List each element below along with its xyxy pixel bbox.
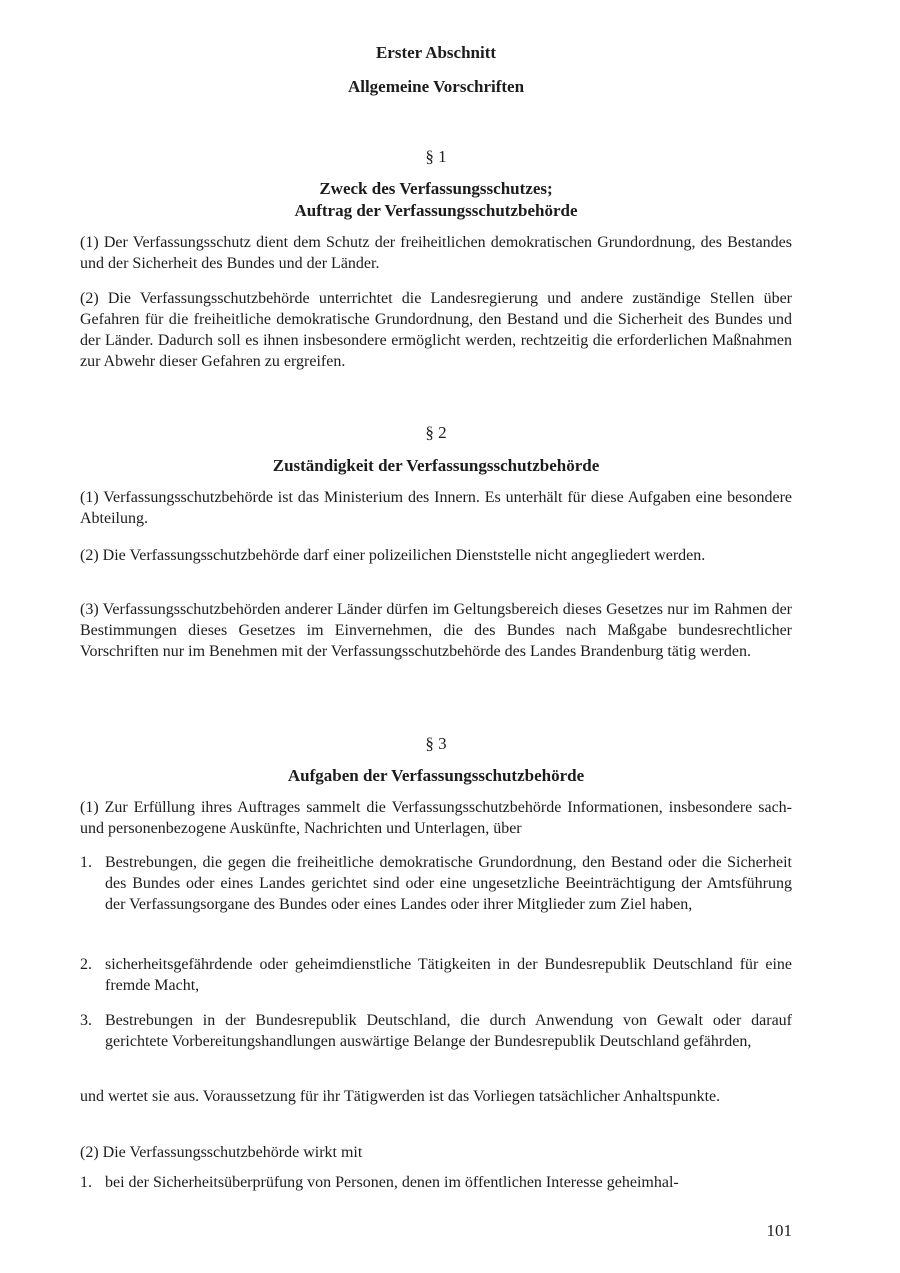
paragraph-2-sign: § 2 — [425, 423, 447, 442]
list-item-number: 1. — [80, 854, 92, 871]
paragraph-1-heading-line2: Auftrag der Verfassungsschutzbehörde — [294, 201, 578, 220]
document-page — [80, 0, 792, 1273]
list-item-text: Bestrebungen in der Bundesrepublik Deutschland, die durch Anwendung von Gewalt oder darauf gerichtete Vorbereitungshandlungen auswärtige Belange der Bundesrepublik Deutschland gefährden, — [105, 1012, 792, 1050]
paragraph-2-absatz-2: (2) Die Verfassungsschutzbehörde darf einer polizeilichen Dienststelle nicht angegliedert werden. — [80, 547, 706, 564]
paragraph-3-absatz-2-intro: (2) Die Verfassungsschutzbehörde wirkt mit — [80, 1144, 363, 1161]
list-item-text: Bestrebungen, die gegen die freiheitliche demokratische Grundordnung, den Bestand oder die Sicherheit des Bundes oder eines Landes gerichtet sind oder eine ungesetzliche Beeinträchtigung der Amtsführung der Verfassungsorgane des Bundes oder eines Landes oder ihrer Mitglieder zum Ziel haben, — [105, 854, 792, 913]
paragraph-2-absatz-1: (1) Verfassungsschutzbehörde ist das Ministerium des Innern. Es unterhält für diese Aufgaben eine besondere Abteilung. — [80, 489, 792, 527]
list-item-number: 2. — [80, 956, 92, 973]
list-item — [80, 1172, 792, 1193]
paragraph-1-sign: § 1 — [425, 147, 447, 166]
paragraph-2-absatz-3: (3) Verfassungsschutzbehörden anderer Länder dürfen im Geltungsbereich dieses Gesetzes nur im Rahmen der Bestimmungen dieses Gesetzes im Einvernehmen, die des Bundes nach Maßgabe bundesrechtlicher Vorschriften nur im Benehmen mit der Verfassungsschutzbehörde des Landes Brandenburg tätig werden. — [80, 601, 792, 660]
section-title: Erster Abschnitt — [375, 43, 497, 62]
list-item-number: 1. — [80, 1174, 92, 1191]
paragraph-1-absatz-1: (1) Der Verfassungsschutz dient dem Schutz der freiheitlichen demokratischen Grundordnung, des Bestandes und der Sicherheit des Bundes und der Länder. — [80, 234, 792, 272]
list-item — [80, 852, 792, 915]
paragraph-3-sign: § 3 — [425, 734, 447, 753]
list-item — [80, 1010, 792, 1052]
paragraph-1-heading-line1: Zweck des Verfassungsschutzes; — [319, 179, 553, 198]
page-number: 101 — [766, 1221, 792, 1240]
paragraph-1-absatz-2: (2) Die Verfassungsschutzbehörde unterrichtet die Landesregierung und andere zuständige Stellen über Gefahren für die freiheitliche demokratische Grundordnung, den Bestand und die Sicherheit des Bundes und der Länder. Dadurch soll es ihnen insbesondere ermöglicht werden, rechtzeitig die erforderlichen Maßnahmen zur Abwehr dieser Gefahren zu ergreifen. — [80, 290, 792, 370]
list-item-text: sicherheitsgefährdende oder geheimdienstliche Tätigkeiten in der Bundesrepublik Deutschland für eine fremde Macht, — [105, 956, 792, 994]
paragraph-2-heading: Zuständigkeit der Verfassungsschutzbehörde — [272, 456, 600, 475]
list-item-number: 3. — [80, 1012, 92, 1029]
paragraph-3-absatz-1-intro: (1) Zur Erfüllung ihres Auftrages sammelt die Verfassungsschutzbehörde Informationen, insbesondere sach- und personenbezogene Auskünfte, Nachrichten und Unterlagen, über — [80, 799, 792, 837]
section-subtitle: Allgemeine Vorschriften — [347, 77, 525, 96]
paragraph-3-heading: Aufgaben der Verfassungsschutzbehörde — [287, 766, 585, 785]
list-item-text: bei der Sicherheitsüberprüfung von Personen, denen im öffentlichen Interesse geheimhal- — [105, 1174, 679, 1191]
list-item — [80, 954, 792, 996]
paragraph-3-absatz-1-outro: und wertet sie aus. Voraussetzung für ihr Tätigwerden ist das Vorliegen tatsächlicher Anhaltspunkte. — [80, 1088, 721, 1105]
